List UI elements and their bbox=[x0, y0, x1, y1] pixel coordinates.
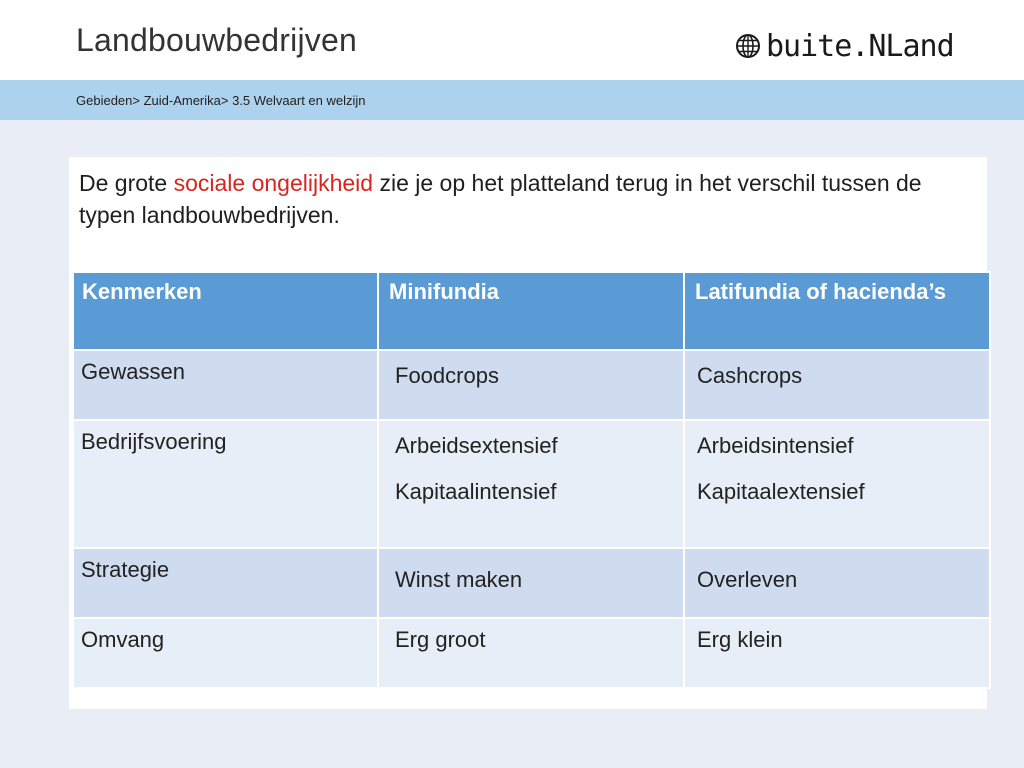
cell-latifundia bbox=[684, 420, 990, 548]
row-label: Bedrijfsvoering bbox=[73, 420, 378, 548]
cell-minifundia bbox=[378, 618, 684, 688]
intro-highlight: sociale ongelijkheid bbox=[173, 170, 374, 196]
cell-latifundia bbox=[684, 618, 990, 688]
comparison-table bbox=[72, 271, 991, 689]
cell-value: Winst maken bbox=[395, 567, 523, 592]
cell-latifundia bbox=[684, 548, 990, 618]
header-kenmerken: Kenmerken bbox=[73, 272, 378, 350]
cell-value: Overleven bbox=[697, 567, 798, 592]
breadcrumb-bar bbox=[0, 80, 1024, 120]
table-row bbox=[73, 618, 990, 688]
header-bar bbox=[0, 0, 1024, 80]
cell-minifundia bbox=[378, 420, 684, 548]
header-minifundia: Minifundia bbox=[378, 272, 684, 350]
cell-value: Erg groot bbox=[395, 627, 486, 652]
breadcrumb: Gebieden> Zuid-Amerika> 3.5 Welvaart en welzijn bbox=[76, 93, 366, 108]
logo-text: buite.NLand bbox=[766, 28, 954, 64]
cell-value: Arbeidsintensief bbox=[697, 433, 854, 458]
cell-value: Kapitaalextensief bbox=[697, 479, 865, 504]
table-row bbox=[73, 420, 990, 548]
intro-text bbox=[79, 167, 959, 231]
page-title: Landbouwbedrijven bbox=[76, 22, 357, 58]
cell-latifundia bbox=[684, 350, 990, 420]
row-label: Omvang bbox=[73, 618, 378, 688]
cell-value: Arbeidsextensief bbox=[395, 433, 558, 458]
cell-value: Cashcrops bbox=[697, 363, 803, 388]
table-row bbox=[73, 350, 990, 420]
globe-icon bbox=[734, 32, 762, 60]
cell-value: Foodcrops bbox=[395, 363, 499, 388]
row-label: Gewassen bbox=[73, 350, 378, 420]
cell-minifundia bbox=[378, 548, 684, 618]
intro-text-end: zie je op het platteland terug in het verschil tussen de typen landbouwbedrijven. bbox=[79, 170, 922, 228]
row-label: Strategie bbox=[73, 548, 378, 618]
content-card bbox=[69, 157, 987, 709]
cell-minifundia bbox=[378, 350, 684, 420]
cell-value: Kapitaalintensief bbox=[395, 479, 557, 504]
logo bbox=[734, 26, 954, 66]
table-header-row bbox=[73, 272, 990, 350]
table-row bbox=[73, 548, 990, 618]
header-latifundia: Latifundia of hacienda’s bbox=[684, 272, 990, 350]
intro-text-start: De grote bbox=[79, 170, 174, 196]
cell-value: Erg klein bbox=[697, 627, 783, 652]
